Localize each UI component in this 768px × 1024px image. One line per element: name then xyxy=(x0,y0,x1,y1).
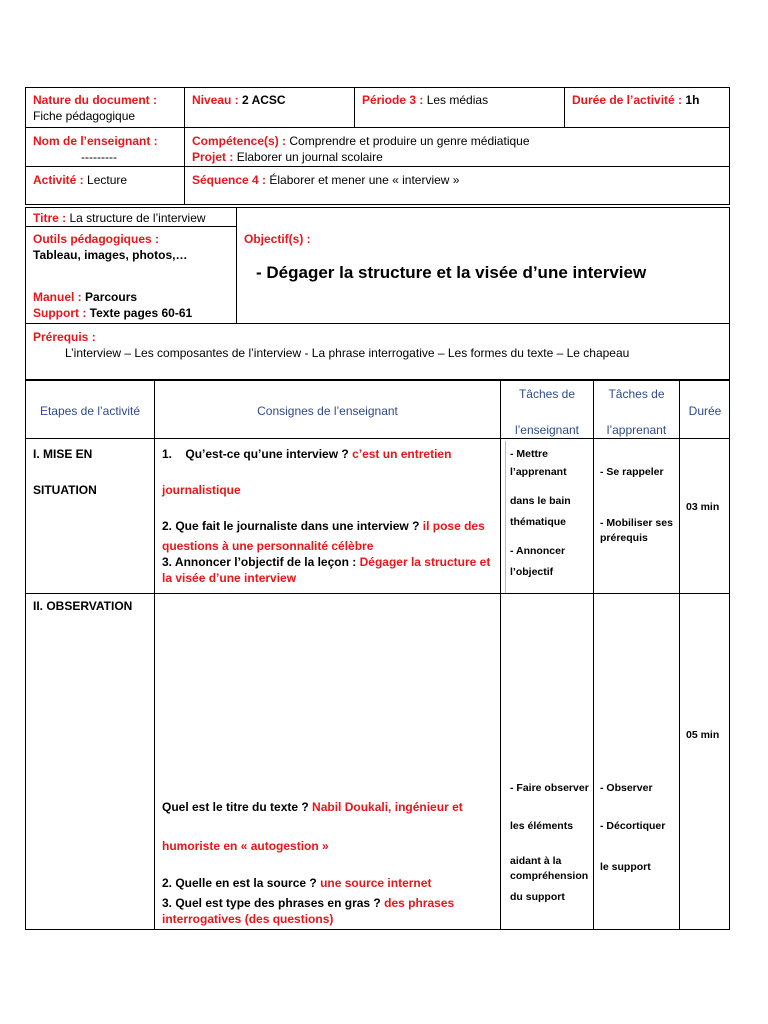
row1-taches-enseignant xyxy=(504,444,596,583)
competence-label: Compétence(s) : xyxy=(192,134,287,148)
row2-a3b: interrogatives (des questions) xyxy=(162,912,334,926)
row2-q2: 2. Quelle en est la source ? xyxy=(162,876,317,890)
duree-value: 1h xyxy=(685,93,700,107)
row2-a3a: des phrases xyxy=(384,896,455,910)
enseignant-cell xyxy=(27,130,183,168)
row2-a2: une source internet xyxy=(320,876,432,890)
objectif-cell xyxy=(238,228,728,250)
row2-ens-3: aidant à la xyxy=(510,855,562,867)
row1-app-3: prérequis xyxy=(600,532,648,544)
enseignant-value: --------- xyxy=(81,150,117,164)
row2-taches-enseignant xyxy=(504,778,596,908)
row1-a2b: questions à une personnalité célèbre xyxy=(162,539,374,553)
projet-label: Projet : xyxy=(192,150,234,164)
activite-cell xyxy=(27,169,183,191)
header-etapes: Etapes de l’activité xyxy=(39,404,141,418)
row1-a2a: il pose des xyxy=(422,519,485,533)
row2-etape: II. OBSERVATION xyxy=(33,599,133,613)
row2-q3: 3. Quel est type des phrases en gras ? xyxy=(162,896,381,910)
row1-ens-5: - Annoncer xyxy=(510,545,566,557)
row1-ens-4: thématique xyxy=(510,516,567,528)
objectif-value: - Dégager la structure et la visée d’une interview xyxy=(256,263,647,282)
header-taches-app-line1: Tâches de xyxy=(608,387,665,401)
sequence-cell xyxy=(186,169,726,191)
row2-ens-2: les éléments xyxy=(510,820,574,832)
row1-ens-6: l’objectif xyxy=(510,566,554,578)
row2-app-3: le support xyxy=(600,861,651,873)
header-taches-ens-line2: l’enseignant xyxy=(514,423,580,437)
periode-value: Les médias xyxy=(426,93,489,107)
nature-label: Nature du document : xyxy=(33,93,158,107)
header-taches-app-line2: l’apprenant xyxy=(606,423,667,437)
niveau-label: Niveau : xyxy=(192,93,239,107)
row1-q2: 2. Que fait le journaliste dans une interview ? xyxy=(162,519,420,533)
outils-cell xyxy=(27,228,237,266)
row2-q1: Quel est le titre du texte ? xyxy=(162,800,309,814)
nature-cell xyxy=(27,89,183,127)
row2-ens-4: compréhension xyxy=(510,870,589,882)
nature-value: Fiche pédagogique xyxy=(33,109,136,123)
row2-a1a: Nabil Doukali, ingénieur et xyxy=(312,800,463,814)
header-consignes: Consignes de l’enseignant xyxy=(257,404,398,418)
row1-q1: Qu’est-ce qu’une interview ? xyxy=(185,447,349,461)
periode-cell xyxy=(356,89,564,111)
duree-label: Durée de l’activité : xyxy=(572,93,683,107)
row2-ens-1: - Faire observer xyxy=(510,782,589,794)
prerequis-label: Prérequis : xyxy=(33,330,96,344)
row1-taches-apprenant xyxy=(594,462,680,549)
sequence-value: Élaborer et mener une « interview » xyxy=(269,173,460,187)
row1-etape xyxy=(27,443,153,501)
titre-cell xyxy=(27,207,237,229)
row1-app-1: - Se rappeler xyxy=(600,466,664,478)
row1-etape-line2: SITUATION xyxy=(33,483,97,497)
manuel-value: Parcours xyxy=(85,290,138,304)
row2-app-2: - Décortiquer xyxy=(600,820,666,832)
row2-taches-apprenant xyxy=(594,778,680,878)
row2-ens-5: du support xyxy=(510,891,565,903)
support-value: Texte pages 60-61 xyxy=(89,306,193,320)
periode-label: Période 3 : xyxy=(362,93,424,107)
header-taches-enseignant xyxy=(501,382,593,442)
row2-a1b: humoriste en « autogestion » xyxy=(162,839,329,853)
titre-label: Titre : xyxy=(33,211,67,225)
row2-app-1: - Observer xyxy=(600,782,653,794)
row1-duree: 03 min xyxy=(686,501,720,513)
sequence-label: Séquence 4 : xyxy=(192,173,267,187)
titre-value: La structure de l’interview xyxy=(69,211,206,225)
row1-etape-line1: I. MISE EN xyxy=(33,447,93,461)
row1-a3a: Dégager la structure et xyxy=(359,555,491,569)
header-taches-apprenant xyxy=(594,382,679,442)
activite-label: Activité : xyxy=(33,173,84,187)
prerequis-value: L’interview – Les composantes de l’interview - La phrase interrogative – Les formes du texte – Le chapeau xyxy=(65,346,630,360)
row1-ens-1: - Mettre xyxy=(510,448,548,460)
duree-cell xyxy=(566,89,730,111)
prerequis-cell xyxy=(27,326,727,364)
activite-value: Lecture xyxy=(87,173,128,187)
niveau-cell xyxy=(186,89,354,111)
niveau-value: 2 ACSC xyxy=(242,93,286,107)
support-label: Support : xyxy=(33,306,87,320)
row2-duree: 05 min xyxy=(686,729,720,741)
row1-ens-2: l’apprenant xyxy=(510,466,567,478)
row1-ens-3: dans le bain xyxy=(510,495,571,507)
manuel-cell xyxy=(27,286,237,324)
row1-q3: 3. Annoncer l’objectif de la leçon : xyxy=(162,555,357,569)
row1-a1a: c’est un entretien xyxy=(352,447,452,461)
enseignant-label: Nom de l’enseignant : xyxy=(33,134,158,148)
row2-consignes xyxy=(156,796,500,930)
manuel-label: Manuel : xyxy=(33,290,82,304)
outils-value: Tableau, images, photos,… xyxy=(33,248,188,262)
row1-consignes xyxy=(156,443,500,589)
row1-a3b: la visée d’une interview xyxy=(162,571,297,585)
row1-q1-num: 1. xyxy=(162,447,173,461)
outils-label: Outils pédagogiques : xyxy=(33,232,160,246)
competence-value: Comprendre et produire un genre médiatique xyxy=(289,134,530,148)
header-taches-ens-line1: Tâches de xyxy=(518,387,576,401)
row1-a1b: journalistique xyxy=(162,483,241,497)
header-duree: Durée xyxy=(688,404,722,418)
objectif-label: Objectif(s) : xyxy=(244,232,311,246)
competence-cell xyxy=(186,130,726,168)
projet-value: Elaborer un journal scolaire xyxy=(236,150,383,164)
row1-app-2: - Mobiliser ses xyxy=(600,517,673,529)
